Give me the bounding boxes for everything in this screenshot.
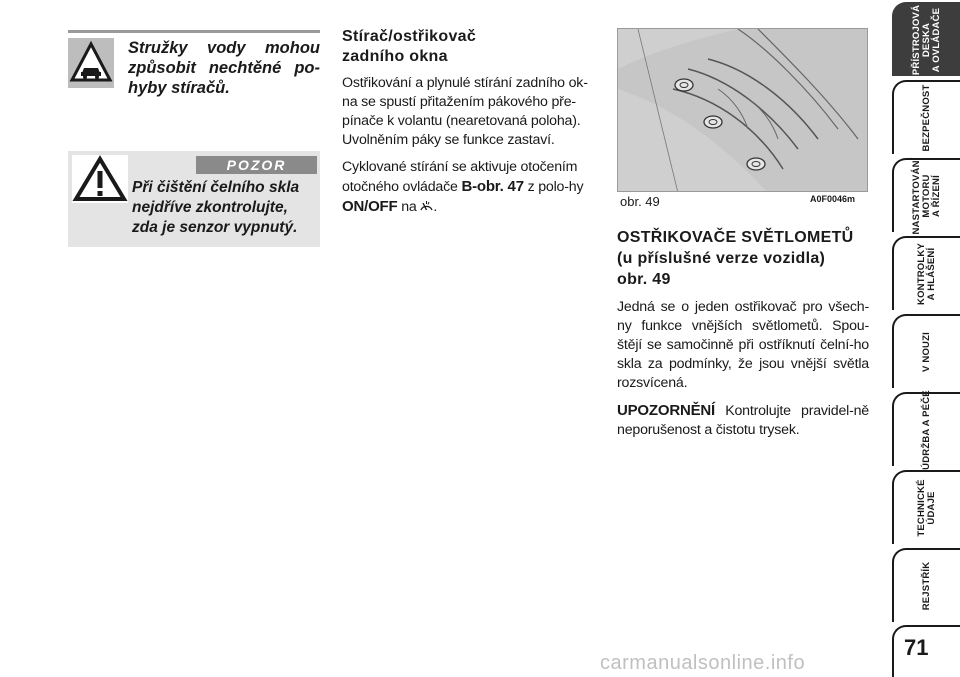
wiper-warning-box: [68, 30, 320, 100]
tab-label: REJSTŘÍK: [921, 561, 932, 611]
page-number-box: [892, 625, 960, 677]
tab-bezpecnost[interactable]: [892, 80, 960, 154]
intermittent-wiper-icon: [420, 199, 433, 215]
rear-wiper-p2-c: na: [397, 199, 421, 215]
watermark: carmanualsonline.info: [600, 652, 806, 674]
rear-wiper-p2-b: z polo-hy: [523, 179, 584, 195]
rear-wiper-heading-line1: Stírač/ostřikovač: [342, 28, 477, 45]
tab-udrzba[interactable]: [892, 390, 960, 470]
wiper-warning-text: Stružky vody mohou způsobit nechtěné po-hyby stíračů.: [128, 39, 320, 97]
pozor-text: Při čištění čelního skla nejdříve zkontrolujte, zda je senzor vypnutý.: [132, 179, 300, 236]
rear-wiper-heading: [342, 27, 596, 67]
pozor-badge: POZOR: [196, 156, 317, 174]
headlamp-warning-paragraph: [617, 401, 869, 440]
page-number: 71: [904, 635, 929, 660]
warning-divider: [68, 30, 320, 33]
rear-wiper-section: [342, 27, 596, 225]
tab-label: NASTARTOVÁNÍ MOTORU A ŘÍZENÍ: [911, 157, 942, 235]
tab-v-nouzi[interactable]: [892, 314, 960, 388]
tab-technicke-udaje[interactable]: [892, 470, 960, 544]
pozor-warning-text: [72, 178, 316, 238]
tab-label: PŘÍSTROJOVÁ DESKA A OVLÁDAČE: [911, 4, 942, 76]
figure-ref-b47: B-obr. 47: [461, 178, 524, 195]
tab-rejstrik[interactable]: [892, 548, 960, 622]
upozorneni-text: Kontrolujte pravidel-ně neporušenost a čistotu trysek.: [617, 403, 869, 438]
rear-wiper-p2-end: .: [433, 199, 438, 215]
chapter-tabs: [892, 0, 960, 677]
headlamp-heading-line2: (u příslušné verze vozidla): [617, 250, 826, 267]
figure-code: A0F0046m: [810, 194, 856, 204]
tab-label: TECHNICKÉ ÚDAJE: [916, 479, 937, 537]
tab-label: ÚDRŽBA A PÉČE: [921, 390, 932, 470]
rear-wiper-heading-line2: zadního okna: [342, 48, 448, 65]
car-wiper-warning-icon: [68, 38, 114, 88]
tab-label: KONTROLKY A HLÁŠENÍ: [916, 243, 937, 305]
figure-49-headlamp-washers: [617, 28, 868, 192]
headlamp-heading-line3: obr. 49: [617, 271, 671, 288]
headlamp-washers-heading: [617, 227, 869, 290]
rear-wiper-p2-a: Cyklované stírání se aktivuje otočením otočného ovládače: [342, 159, 578, 195]
tab-label: BEZPEČNOST: [921, 84, 932, 152]
tab-nastartovani[interactable]: [892, 157, 960, 235]
figure-caption: obr. 49: [620, 194, 660, 209]
tab-kontrolky[interactable]: [892, 236, 960, 310]
on-off-label: ON/OFF: [342, 198, 398, 215]
rear-wiper-paragraph-2: [342, 158, 596, 217]
upozorneni-label: UPOZORNĚNÍ: [617, 402, 716, 419]
pozor-warning-box: [68, 151, 320, 247]
tab-pristrojova-deska[interactable]: [892, 2, 960, 76]
headlamp-heading-line1: OSTŘIKOVAČE SVĚTLOMETŮ: [617, 229, 854, 246]
rear-wiper-paragraph-1: Ostřikování a plynulé stírání zadního ok-na se spustí přitažením pákového pře-pínače k volantu (nearetovaná poloha). Uvolněním páky se funkce zastaví.: [342, 75, 588, 148]
headlamp-paragraph-1: Jedná se o jeden ostřikovač pro všech-ny funkce vnějších světlometů. Spou-štějí se samočinně při ostříknutí čelní-ho skla za podmínky, že jsou vnější světla rozsvícená.: [617, 299, 869, 391]
tab-label: V NOUZI: [921, 332, 932, 372]
headlamp-washers-section: [617, 227, 869, 448]
